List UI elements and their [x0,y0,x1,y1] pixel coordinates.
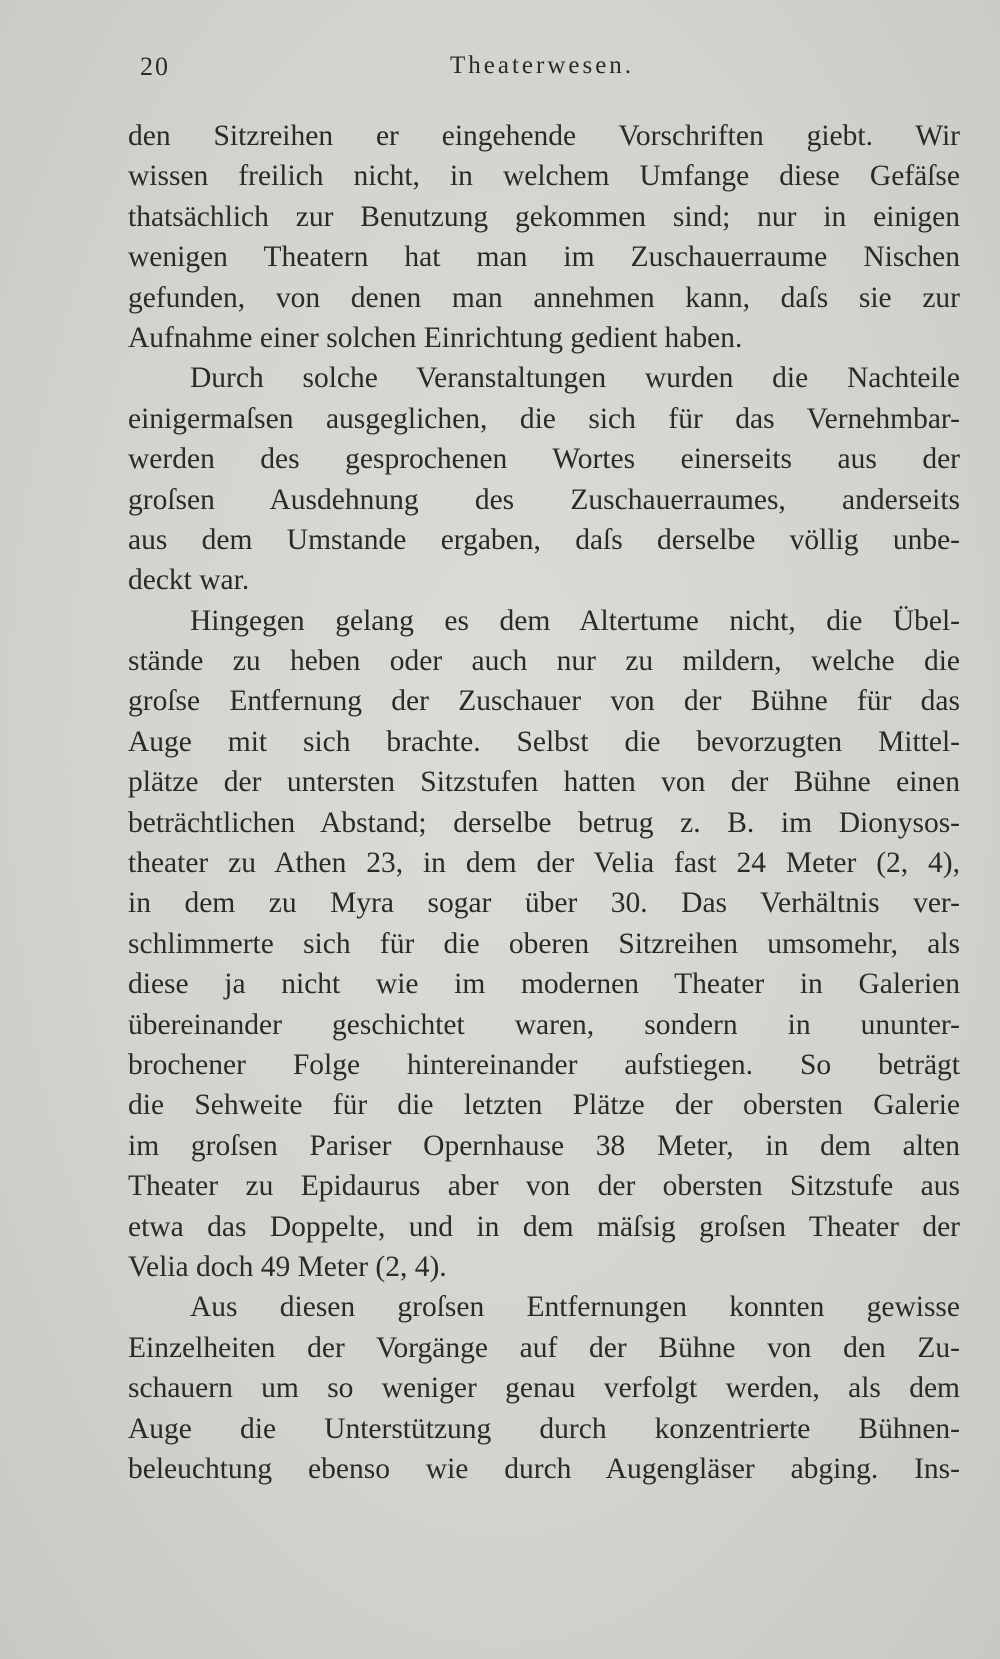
text-line: theater zu Athen 23, in dem der Velia fast 24 Meter (2, 4), [128,847,960,880]
text-line: gefunden, von denen man annehmen kann, daſs sie zur [128,281,960,314]
text-line: in dem zu Myra sogar über 30. Das Verhältnis ver- [128,887,960,920]
page-number: 20 [140,52,170,81]
text-line: einigermaſsen ausgeglichen, die sich für das Vernehmbar- [128,402,960,435]
text-line: brochener Folge hintereinander aufstiegen. So beträgt [128,1048,960,1081]
text-line: die Sehweite für die letzten Plätze der obersten Galerie [128,1089,960,1122]
text-line: diese ja nicht wie im modernen Theater in Galerien [128,968,960,1001]
text-line: beträchtlichen Abstand; derselbe betrug z. B. im Dionysos- [128,806,960,839]
text-line: deckt war. [128,564,250,597]
text-line: Aus diesen groſsen Entfernungen konnten gewisse [190,1291,960,1324]
text-line: Auge die Unterstützung durch konzentrierte Bühnen- [128,1412,960,1445]
text-line: stände zu heben oder auch nur zu mildern, welche die [128,645,960,678]
text-line: groſsen Ausdehnung des Zuschauerraumes, anderseits [128,483,960,516]
running-title: Theaterwesen. [450,52,635,79]
text-line: beleuchtung ebenso wie durch Augengläser abging. Ins- [128,1452,960,1485]
text-line: thatsächlich zur Benutzung gekommen sind; nur in einigen [128,200,960,233]
text-line: plätze der untersten Sitzstufen hatten von der Bühne einen [128,766,960,799]
text-line: groſse Entfernung der Zuschauer von der Bühne für das [128,685,960,718]
text-line: wenigen Theatern hat man im Zuschauerraume Nischen [128,241,960,274]
text-line: den Sitzreihen er eingehende Vorschriften giebt. Wir [128,120,960,152]
text-line: schlimmerte sich für die oberen Sitzreihen umsomehr, als [128,927,960,960]
text-line: im groſsen Pariser Opernhause 38 Meter, in dem alten [128,1129,960,1162]
text-line: Einzelheiten der Vorgänge auf der Bühne von den Zu- [128,1331,960,1364]
text-line: etwa das Doppelte, und in dem mäſsig groſsen Theater der [128,1210,960,1243]
text-line: werden des gesprochenen Wortes einerseits aus der [128,443,960,476]
text-line: Theater zu Epidaurus aber von der obersten Sitzstufe aus [128,1170,960,1203]
text-line: schauern um so weniger genau verfolgt werden, als dem [128,1372,960,1405]
running-head [140,52,660,92]
text-line: wissen freilich nicht, in welchem Umfange diese Gefäſse [128,160,960,193]
body-text [128,116,960,1489]
text-line: Auge mit sich brachte. Selbst die bevorzugten Mittel- [128,725,960,758]
text-line: Hingegen gelang es dem Altertume nicht, die Übel- [190,604,960,637]
text-line: Aufnahme einer solchen Einrichtung gedient haben. [128,321,743,354]
text-line: Velia doch 49 Meter (2, 4). [128,1250,447,1283]
text-line: übereinander geschichtet waren, sondern in ununter- [128,1008,960,1041]
text-line: Durch solche Veranstaltungen wurden die Nachteile [190,362,960,395]
text-line: aus dem Umstande ergaben, daſs derselbe völlig unbe- [128,523,960,556]
